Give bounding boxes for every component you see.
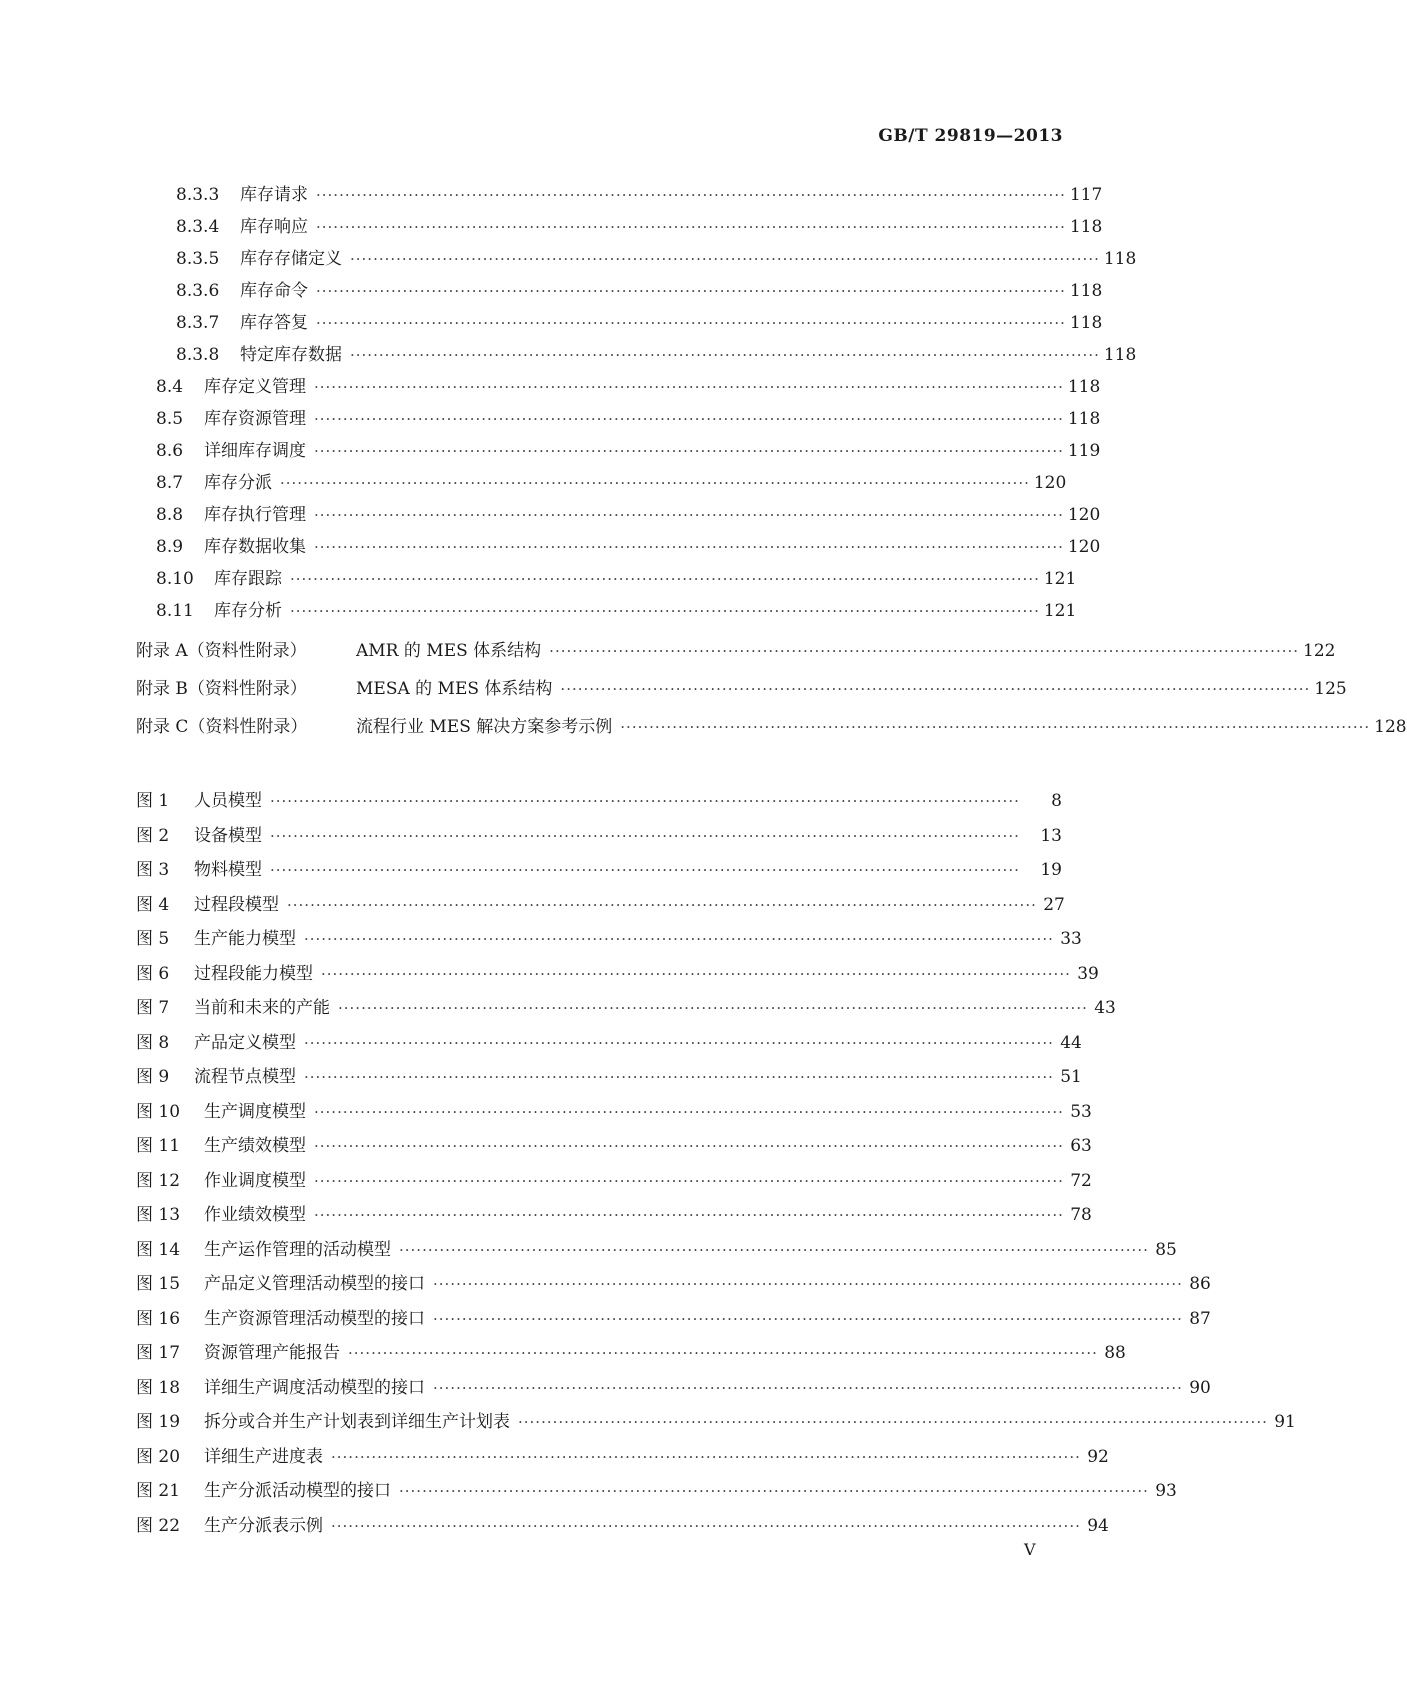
entry-page: 119 [1067, 441, 1101, 461]
toc-entry[interactable] [136, 1476, 1177, 1511]
entry-page: 8 [1051, 791, 1062, 811]
entry-page: 93 [1155, 1481, 1177, 1501]
entry-page: 118 [1067, 377, 1101, 397]
dot-leader: ·································································································································· [433, 1309, 1183, 1328]
toc-entry[interactable] [136, 372, 1101, 404]
entry-page: 92 [1087, 1446, 1109, 1467]
dot-leader: ·································································································································· [399, 1240, 1149, 1259]
toc-entry[interactable] [136, 636, 1336, 674]
entry-title: 过程段模型 [194, 894, 279, 915]
entry-number: 8.3.4 [176, 217, 220, 237]
entry-number: 图 10 [136, 1101, 181, 1122]
toc-entry[interactable] [136, 786, 1062, 821]
entry-title: 设备模型 [194, 825, 262, 846]
dot-leader: ·································································································································· [316, 186, 1066, 204]
entry-number: 图 14 [136, 1239, 181, 1260]
entry-page: 118 [1069, 281, 1103, 301]
entry-number: 8.8 [156, 505, 184, 525]
entry-title: 当前和未来的产能 [194, 998, 330, 1018]
entry-number: 图 20 [136, 1446, 181, 1467]
dot-leader: ·································································································································· [316, 314, 1066, 332]
entry-number: 附录 C（资料性附录） [136, 717, 308, 737]
entry-title: 生产分派活动模型的接口 [204, 1481, 391, 1501]
toc-sections [136, 180, 1137, 628]
entry-title: 资源管理产能报告 [204, 1343, 340, 1363]
entry-number: 图 18 [136, 1377, 181, 1398]
entry-title: 库存数据收集 [204, 537, 306, 557]
dot-leader: ·································································································································· [331, 1516, 1081, 1535]
toc-entry[interactable] [136, 1166, 1092, 1201]
entry-number: 图 19 [136, 1412, 181, 1432]
entry-title: 库存资源管理 [204, 409, 306, 429]
entry-page: 90 [1189, 1377, 1211, 1398]
entry-number: 8.6 [156, 441, 184, 461]
entry-number: 图 15 [136, 1274, 181, 1294]
dot-leader: ·································································································································· [314, 1206, 1064, 1224]
toc-entry[interactable] [136, 308, 1103, 340]
toc-entry[interactable] [136, 564, 1077, 596]
entry-page: 53 [1070, 1101, 1092, 1122]
toc-entry[interactable] [136, 993, 1116, 1028]
entry-page: 86 [1189, 1274, 1211, 1294]
entry-page: 118 [1103, 249, 1137, 269]
entry-title: 人员模型 [194, 791, 262, 811]
entry-number: 图 21 [136, 1481, 181, 1501]
dot-leader: ·································································································································· [549, 642, 1300, 660]
entry-title: 生产分派表示例 [204, 1515, 323, 1536]
toc-entry[interactable] [136, 1097, 1092, 1132]
toc-entry[interactable] [136, 212, 1103, 244]
entry-number: 图 13 [136, 1205, 181, 1225]
dot-leader: ·································································································································· [433, 1275, 1183, 1293]
dot-leader: ·································································································································· [304, 1068, 1054, 1086]
entry-page: 88 [1104, 1343, 1126, 1363]
dot-leader: ·································································································································· [399, 1482, 1149, 1500]
entry-number: 8.3.7 [176, 313, 220, 333]
entry-title: 库存分派 [204, 473, 272, 493]
toc-entry[interactable] [136, 436, 1101, 468]
entry-title: 库存存储定义 [240, 249, 342, 269]
dot-leader: ·································································································································· [316, 282, 1066, 300]
entry-number: 图 4 [136, 894, 170, 915]
entry-title: 过程段能力模型 [194, 963, 313, 984]
entry-page: 118 [1069, 313, 1103, 333]
entry-number: 8.9 [156, 537, 184, 557]
entry-title: 生产资源管理活动模型的接口 [204, 1308, 425, 1329]
dot-leader: ·································································································································· [270, 861, 1020, 879]
entry-page: 33 [1060, 929, 1082, 949]
dot-leader: ·································································································································· [331, 1447, 1081, 1466]
entry-title: 生产能力模型 [194, 929, 296, 949]
entry-title: 流程节点模型 [194, 1067, 296, 1087]
page-number: V [1024, 1540, 1036, 1559]
entry-page: 94 [1087, 1515, 1109, 1536]
toc-entry[interactable] [136, 276, 1103, 308]
entry-number: 图 7 [136, 998, 170, 1018]
entry-number: 附录 A（资料性附录） [136, 641, 307, 661]
dot-leader: ·································································································································· [518, 1413, 1268, 1431]
dot-leader: ·································································································································· [560, 680, 1311, 698]
entry-page: 118 [1069, 217, 1103, 237]
entry-number: 图 22 [136, 1515, 181, 1536]
toc-entry[interactable] [136, 404, 1101, 436]
entry-number: 8.7 [156, 473, 184, 493]
dot-leader: ·································································································································· [270, 792, 1020, 810]
dot-leader: ·································································································································· [304, 930, 1054, 948]
entry-page: 118 [1103, 345, 1137, 365]
entry-page: 85 [1155, 1239, 1177, 1260]
entry-page: 120 [1033, 473, 1067, 493]
entry-page: 121 [1043, 569, 1077, 589]
entry-page: 128 [1374, 717, 1407, 737]
entry-title: 库存定义管理 [204, 377, 306, 397]
entry-title: 作业绩效模型 [204, 1205, 306, 1225]
toc-entry[interactable] [136, 821, 1062, 856]
dot-leader: ·································································································································· [314, 410, 1064, 428]
toc-entry[interactable] [136, 596, 1077, 628]
dot-leader: ·································································································································· [350, 250, 1100, 268]
dot-leader: ·································································································································· [620, 718, 1371, 736]
entry-number: 8.4 [156, 377, 184, 397]
dot-leader: ·································································································································· [433, 1378, 1183, 1397]
entry-number: 图 8 [136, 1032, 170, 1053]
entry-title: 生产绩效模型 [204, 1136, 306, 1156]
toc-figures [136, 786, 1296, 1545]
toc-entry[interactable] [136, 1269, 1211, 1304]
toc-entry[interactable] [136, 924, 1082, 959]
entry-number: 图 5 [136, 929, 170, 949]
toc-entry[interactable] [136, 468, 1067, 500]
toc-entry[interactable] [136, 712, 1407, 750]
dot-leader: ·································································································································· [316, 218, 1066, 236]
toc-entry[interactable] [136, 532, 1101, 564]
entry-title: 产品定义管理活动模型的接口 [204, 1274, 425, 1294]
toc-entry[interactable] [136, 674, 1347, 712]
entry-title: 库存跟踪 [214, 569, 282, 589]
entry-title: 作业调度模型 [204, 1170, 306, 1191]
entry-number: 图 1 [136, 791, 170, 811]
entry-number: 图 16 [136, 1308, 181, 1329]
entry-number: 图 3 [136, 860, 170, 880]
dot-leader: ·································································································································· [321, 964, 1071, 983]
entry-page: 121 [1043, 601, 1077, 621]
entry-number: 8.3.3 [176, 185, 220, 205]
entry-page: 120 [1067, 505, 1101, 525]
dot-leader: ·································································································································· [348, 1344, 1098, 1362]
toc-entry[interactable] [136, 1131, 1092, 1166]
dot-leader: ·································································································································· [314, 1171, 1064, 1190]
entry-title: 生产运作管理的活动模型 [204, 1239, 391, 1260]
entry-page: 91 [1274, 1412, 1296, 1432]
dot-leader: ·································································································································· [290, 602, 1040, 620]
dot-leader: ·································································································································· [314, 378, 1064, 396]
entry-number: 8.10 [156, 569, 194, 589]
entry-number: 图 11 [136, 1136, 181, 1156]
toc-entry[interactable] [136, 1304, 1211, 1339]
entry-page: 117 [1069, 185, 1103, 205]
dot-leader: ·································································································································· [350, 346, 1100, 364]
entry-number: 8.3.6 [176, 281, 220, 301]
toc-entry[interactable] [136, 1511, 1109, 1546]
entry-number: 附录 B（资料性附录） [136, 679, 307, 699]
entry-title: 详细生产进度表 [204, 1446, 323, 1467]
entry-title: 流程行业 MES 解决方案参考示例 [356, 717, 613, 737]
entry-title: 产品定义模型 [194, 1032, 296, 1053]
toc-entry[interactable] [136, 180, 1103, 212]
entry-title: MESA 的 MES 体系结构 [356, 679, 553, 699]
toc-entry[interactable] [136, 1338, 1126, 1373]
toc-entry[interactable] [136, 500, 1101, 532]
entry-title: 库存命令 [240, 281, 308, 301]
entry-title: 拆分或合并生产计划表到详细生产计划表 [204, 1412, 510, 1432]
entry-page: 27 [1043, 894, 1065, 915]
entry-number: 8.3.8 [176, 345, 220, 365]
entry-page: 122 [1303, 641, 1336, 661]
entry-number: 8.11 [156, 601, 194, 621]
toc-entry[interactable] [136, 1373, 1211, 1408]
entry-number: 图 2 [136, 825, 170, 846]
dot-leader: ·································································································································· [314, 1102, 1064, 1121]
dot-leader: ·································································································································· [314, 1137, 1064, 1155]
entry-number: 图 12 [136, 1170, 181, 1191]
dot-leader: ·································································································································· [314, 538, 1064, 556]
entry-title: 库存请求 [240, 185, 308, 205]
entry-title: 库存答复 [240, 313, 308, 333]
entry-page: 72 [1070, 1170, 1092, 1191]
entry-number: 图 6 [136, 963, 170, 984]
toc-entry[interactable] [136, 1407, 1296, 1442]
toc-annexes [136, 636, 1407, 750]
toc-entry[interactable] [136, 1200, 1092, 1235]
dot-leader: ·································································································································· [314, 442, 1064, 460]
entry-number: 8.5 [156, 409, 184, 429]
entry-title: 特定库存数据 [240, 345, 342, 365]
entry-title: 库存分析 [214, 601, 282, 621]
toc-entry[interactable] [136, 1028, 1082, 1063]
entry-title: AMR 的 MES 体系结构 [356, 641, 542, 661]
toc-entry[interactable] [136, 1062, 1082, 1097]
entry-page: 43 [1094, 998, 1116, 1018]
toc-entry[interactable] [136, 1235, 1177, 1270]
toc-entry[interactable] [136, 1442, 1109, 1477]
entry-title: 库存响应 [240, 217, 308, 237]
entry-number: 图 9 [136, 1067, 170, 1087]
entry-page: 118 [1067, 409, 1101, 429]
entry-title: 库存执行管理 [204, 505, 306, 525]
standard-code: GB/T 29819—2013 [878, 126, 1063, 146]
entry-number: 图 17 [136, 1343, 181, 1363]
dot-leader: ·································································································································· [287, 895, 1037, 914]
entry-page: 87 [1189, 1308, 1211, 1329]
dot-leader: ·································································································································· [270, 826, 1020, 845]
dot-leader: ·································································································································· [338, 999, 1088, 1017]
dot-leader: ·································································································································· [304, 1033, 1054, 1052]
dot-leader: ·································································································································· [280, 474, 1030, 492]
entry-page: 63 [1070, 1136, 1092, 1156]
entry-page: 19 [1040, 860, 1062, 880]
entry-page: 125 [1314, 679, 1347, 699]
entry-title: 详细库存调度 [204, 441, 306, 461]
toc-entry[interactable] [136, 855, 1062, 890]
entry-number: 8.3.5 [176, 249, 220, 269]
toc-entry[interactable] [136, 890, 1065, 925]
entry-page: 44 [1060, 1032, 1082, 1053]
dot-leader: ·································································································································· [290, 570, 1040, 588]
entry-page: 120 [1067, 537, 1101, 557]
entry-page: 51 [1060, 1067, 1082, 1087]
entry-title: 物料模型 [194, 860, 262, 880]
toc-entry[interactable] [136, 959, 1099, 994]
dot-leader: ·································································································································· [314, 506, 1064, 524]
entry-title: 详细生产调度活动模型的接口 [204, 1377, 425, 1398]
entry-page: 13 [1040, 825, 1062, 846]
toc-entry[interactable] [136, 340, 1137, 372]
entry-page: 78 [1070, 1205, 1092, 1225]
entry-page: 39 [1077, 963, 1099, 984]
toc-entry[interactable] [136, 244, 1137, 276]
entry-title: 生产调度模型 [204, 1101, 306, 1122]
